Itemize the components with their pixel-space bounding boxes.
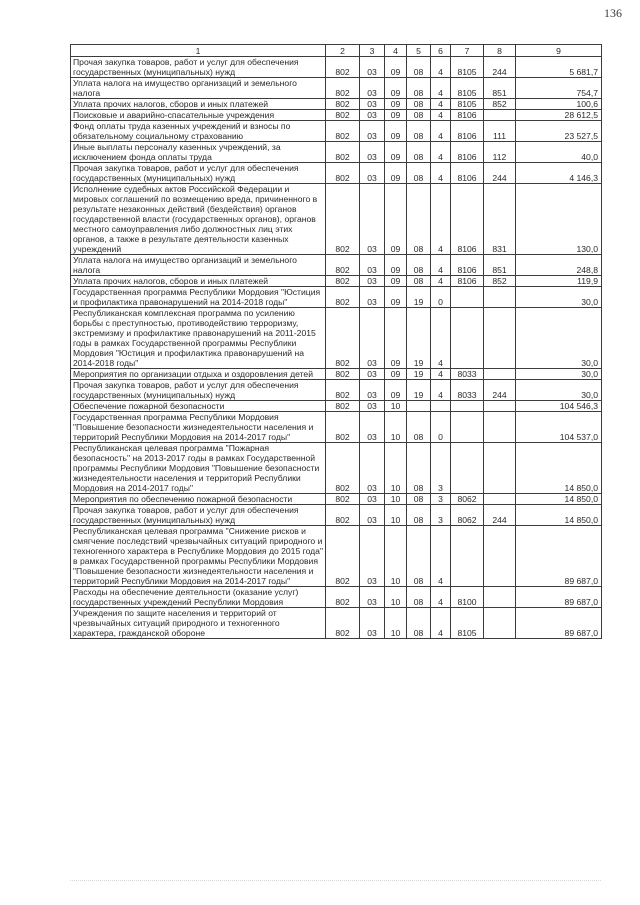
row-value-cell-9: 30,0 — [516, 287, 602, 308]
table-row — [71, 412, 602, 443]
row-value-cell-9: 40,0 — [516, 142, 602, 163]
row-value-cell-2: 802 — [326, 110, 360, 121]
row-value-cell-4: 10 — [385, 587, 407, 608]
header-cell-4: 4 — [385, 45, 407, 57]
row-value-cell-7: 8106 — [451, 121, 484, 142]
row-value-cell-3: 03 — [360, 255, 385, 276]
row-value-cell-8 — [484, 443, 516, 494]
row-value-cell-4: 09 — [385, 184, 407, 255]
row-value-cell-5: 08 — [407, 142, 431, 163]
row-value-cell-5: 19 — [407, 380, 431, 401]
row-name-cell: Прочая закупка товаров, работ и услуг для обеспечения государственных (муниципальных) нужд — [71, 505, 326, 526]
row-value-cell-8 — [484, 412, 516, 443]
row-value-cell-2: 802 — [326, 99, 360, 110]
row-value-cell-7 — [451, 443, 484, 494]
row-value-cell-7: 8062 — [451, 505, 484, 526]
row-value-cell-3: 03 — [360, 99, 385, 110]
row-value-cell-3: 03 — [360, 369, 385, 380]
header-row — [71, 45, 602, 57]
table-row — [71, 608, 602, 639]
row-value-cell-4: 09 — [385, 142, 407, 163]
row-value-cell-6: 4 — [431, 308, 451, 369]
table-row — [71, 443, 602, 494]
row-value-cell-9: 89 687,0 — [516, 526, 602, 587]
row-name-cell: Прочая закупка товаров, работ и услуг для обеспечения государственных (муниципальных) нужд — [71, 380, 326, 401]
row-value-cell-9: 14 850,0 — [516, 443, 602, 494]
row-value-cell-8 — [484, 587, 516, 608]
row-value-cell-5: 19 — [407, 369, 431, 380]
row-value-cell-2: 802 — [326, 308, 360, 369]
scan-artifact-line — [70, 880, 601, 882]
row-value-cell-3: 03 — [360, 494, 385, 505]
row-value-cell-5: 08 — [407, 608, 431, 639]
row-value-cell-9: 14 850,0 — [516, 505, 602, 526]
row-value-cell-8 — [484, 608, 516, 639]
row-value-cell-4: 10 — [385, 443, 407, 494]
row-value-cell-3: 03 — [360, 587, 385, 608]
row-value-cell-6: 4 — [431, 276, 451, 287]
row-value-cell-6: 4 — [431, 99, 451, 110]
row-value-cell-6: 4 — [431, 78, 451, 99]
row-name-cell: Мероприятия по обеспечению пожарной безопасности — [71, 494, 326, 505]
row-value-cell-4: 09 — [385, 308, 407, 369]
row-value-cell-8 — [484, 308, 516, 369]
row-value-cell-3: 03 — [360, 142, 385, 163]
row-value-cell-7: 8033 — [451, 369, 484, 380]
header-cell-6: 6 — [431, 45, 451, 57]
row-value-cell-9: 4 146,3 — [516, 163, 602, 184]
row-value-cell-5: 08 — [407, 110, 431, 121]
row-value-cell-4: 10 — [385, 526, 407, 587]
row-value-cell-6: 4 — [431, 163, 451, 184]
row-value-cell-3: 03 — [360, 401, 385, 412]
row-value-cell-2: 802 — [326, 369, 360, 380]
table-row — [71, 308, 602, 369]
row-value-cell-3: 03 — [360, 121, 385, 142]
table-row — [71, 276, 602, 287]
row-name-cell: Уплата налога на имущество организаций и земельного налога — [71, 255, 326, 276]
row-value-cell-2: 802 — [326, 184, 360, 255]
row-value-cell-9: 130,0 — [516, 184, 602, 255]
row-value-cell-4: 10 — [385, 412, 407, 443]
row-value-cell-2: 802 — [326, 587, 360, 608]
row-value-cell-8: 831 — [484, 184, 516, 255]
row-value-cell-2: 802 — [326, 276, 360, 287]
row-value-cell-9: 30,0 — [516, 380, 602, 401]
row-value-cell-9: 248,8 — [516, 255, 602, 276]
table-row — [71, 287, 602, 308]
row-value-cell-3: 03 — [360, 608, 385, 639]
header-cell-8: 8 — [484, 45, 516, 57]
row-value-cell-8: 244 — [484, 57, 516, 78]
row-value-cell-8: 852 — [484, 99, 516, 110]
table-row — [71, 369, 602, 380]
row-value-cell-9: 14 850,0 — [516, 494, 602, 505]
row-value-cell-2: 802 — [326, 142, 360, 163]
row-value-cell-4: 09 — [385, 287, 407, 308]
budget-table — [70, 44, 602, 639]
row-name-cell: Прочая закупка товаров, работ и услуг для обеспечения государственных (муниципальных) нужд — [71, 163, 326, 184]
row-value-cell-9: 104 537,0 — [516, 412, 602, 443]
table-row — [71, 505, 602, 526]
row-value-cell-6: 0 — [431, 287, 451, 308]
row-name-cell: Республиканская комплексная программа по усилению борьбы с преступностью, противодействию терроризму, экстремизму и профилактике правонарушений на 2011-2015 годы в рамках Государственной программы Республики Мордовия "Юстиция и профилактика правонарушений на 2014-2018 годы" — [71, 308, 326, 369]
row-value-cell-9: 754,7 — [516, 78, 602, 99]
row-value-cell-8: 112 — [484, 142, 516, 163]
row-value-cell-3: 03 — [360, 287, 385, 308]
table-row — [71, 494, 602, 505]
row-value-cell-2: 802 — [326, 608, 360, 639]
row-value-cell-8: 851 — [484, 255, 516, 276]
row-value-cell-4: 10 — [385, 505, 407, 526]
row-value-cell-8 — [484, 494, 516, 505]
row-name-cell: Исполнение судебных актов Российской Федерации и мировых соглашений по возмещению вреда, причиненного в результате незаконных действий (бездействия) органов государственной власти (государственных органов), органов местного самоуправления либо должностных лиц этих органов, а также в результате деятельности казенных учреждений — [71, 184, 326, 255]
row-value-cell-2: 802 — [326, 121, 360, 142]
header-cell-7: 7 — [451, 45, 484, 57]
row-value-cell-7 — [451, 308, 484, 369]
row-value-cell-9: 104 546,3 — [516, 401, 602, 412]
row-value-cell-8: 111 — [484, 121, 516, 142]
header-cell-2: 2 — [326, 45, 360, 57]
row-value-cell-5: 08 — [407, 505, 431, 526]
table-row — [71, 380, 602, 401]
row-value-cell-2: 802 — [326, 443, 360, 494]
row-value-cell-3: 03 — [360, 443, 385, 494]
row-value-cell-6: 4 — [431, 526, 451, 587]
row-value-cell-3: 03 — [360, 276, 385, 287]
row-value-cell-2: 802 — [326, 380, 360, 401]
row-value-cell-9: 30,0 — [516, 369, 602, 380]
row-value-cell-9: 89 687,0 — [516, 587, 602, 608]
row-value-cell-2: 802 — [326, 57, 360, 78]
row-value-cell-9: 30,0 — [516, 308, 602, 369]
row-value-cell-7: 8105 — [451, 99, 484, 110]
table-row — [71, 526, 602, 587]
row-value-cell-9: 119,9 — [516, 276, 602, 287]
row-name-cell: Поисковые и аварийно-спасательные учреждения — [71, 110, 326, 121]
row-value-cell-5: 08 — [407, 443, 431, 494]
row-value-cell-5: 08 — [407, 121, 431, 142]
row-value-cell-8 — [484, 526, 516, 587]
row-name-cell: Мероприятия по организации отдыха и оздоровления детей — [71, 369, 326, 380]
header-cell-9: 9 — [516, 45, 602, 57]
row-value-cell-9: 23 527,5 — [516, 121, 602, 142]
row-value-cell-5: 08 — [407, 255, 431, 276]
row-value-cell-8 — [484, 110, 516, 121]
row-value-cell-5 — [407, 401, 431, 412]
row-name-cell: Уплата прочих налогов, сборов и иных платежей — [71, 276, 326, 287]
row-value-cell-5: 19 — [407, 308, 431, 369]
row-value-cell-9: 89 687,0 — [516, 608, 602, 639]
row-name-cell: Иные выплаты персоналу казенных учреждений, за исключением фонда оплаты труда — [71, 142, 326, 163]
row-value-cell-8: 244 — [484, 505, 516, 526]
row-value-cell-5: 08 — [407, 78, 431, 99]
row-value-cell-8 — [484, 401, 516, 412]
page-number: 136 — [604, 6, 622, 20]
row-value-cell-7: 8105 — [451, 57, 484, 78]
row-name-cell: Государственная программа Республики Мордовия "Юстиция и профилактика правонарушений на 2014-2018 годы" — [71, 287, 326, 308]
row-value-cell-4: 09 — [385, 163, 407, 184]
row-name-cell: Республиканская целевая программа "Пожарная безопасность" на 2013-2017 годы в рамках Государственной программы Республики Мордовия "Повышение безопасности жизнедеятельности населения и территорий Республики Мордовия на 2014-2017 годы" — [71, 443, 326, 494]
row-value-cell-5: 08 — [407, 526, 431, 587]
row-value-cell-7: 8033 — [451, 380, 484, 401]
row-value-cell-6: 3 — [431, 505, 451, 526]
table-row — [71, 401, 602, 412]
table-row — [71, 110, 602, 121]
table-row — [71, 184, 602, 255]
table-row — [71, 99, 602, 110]
row-value-cell-2: 802 — [326, 526, 360, 587]
row-value-cell-2: 802 — [326, 412, 360, 443]
row-value-cell-4: 10 — [385, 401, 407, 412]
row-name-cell: Государственная программа Республики Мордовия "Повышение безопасности жизнедеятельности населения и территорий Республики Мордовия на 2014-2017 годы" — [71, 412, 326, 443]
row-value-cell-3: 03 — [360, 110, 385, 121]
row-value-cell-7 — [451, 526, 484, 587]
row-value-cell-4: 09 — [385, 369, 407, 380]
row-value-cell-3: 03 — [360, 505, 385, 526]
row-value-cell-7: 8106 — [451, 255, 484, 276]
row-value-cell-3: 03 — [360, 308, 385, 369]
row-value-cell-6: 4 — [431, 380, 451, 401]
row-value-cell-4: 09 — [385, 121, 407, 142]
header-cell-5: 5 — [407, 45, 431, 57]
row-value-cell-5: 08 — [407, 99, 431, 110]
row-value-cell-2: 802 — [326, 401, 360, 412]
row-value-cell-3: 03 — [360, 57, 385, 78]
row-value-cell-6: 3 — [431, 443, 451, 494]
table-body — [71, 57, 602, 639]
row-value-cell-2: 802 — [326, 287, 360, 308]
row-value-cell-7: 8106 — [451, 163, 484, 184]
row-value-cell-4: 09 — [385, 57, 407, 78]
row-value-cell-8 — [484, 287, 516, 308]
row-value-cell-7: 8106 — [451, 142, 484, 163]
row-value-cell-4: 09 — [385, 276, 407, 287]
row-name-cell: Расходы на обеспечение деятельности (оказание услуг) государственных учреждений Республики Мордовия — [71, 587, 326, 608]
table-row — [71, 255, 602, 276]
row-value-cell-5: 08 — [407, 412, 431, 443]
row-value-cell-5: 19 — [407, 287, 431, 308]
row-value-cell-2: 802 — [326, 255, 360, 276]
row-value-cell-3: 03 — [360, 184, 385, 255]
table-row — [71, 121, 602, 142]
row-value-cell-8: 852 — [484, 276, 516, 287]
row-value-cell-2: 802 — [326, 163, 360, 184]
row-value-cell-6: 4 — [431, 121, 451, 142]
row-value-cell-6: 4 — [431, 608, 451, 639]
table-row — [71, 57, 602, 78]
row-value-cell-4: 09 — [385, 380, 407, 401]
row-value-cell-3: 03 — [360, 526, 385, 587]
row-value-cell-5: 08 — [407, 587, 431, 608]
row-value-cell-8: 244 — [484, 163, 516, 184]
row-value-cell-3: 03 — [360, 163, 385, 184]
row-value-cell-7: 8105 — [451, 78, 484, 99]
table-row — [71, 163, 602, 184]
row-value-cell-6: 4 — [431, 184, 451, 255]
header-cell-1: 1 — [71, 45, 326, 57]
row-value-cell-7 — [451, 401, 484, 412]
row-value-cell-6: 4 — [431, 142, 451, 163]
row-name-cell: Уплата налога на имущество организаций и земельного налога — [71, 78, 326, 99]
row-value-cell-4: 09 — [385, 255, 407, 276]
row-value-cell-3: 03 — [360, 412, 385, 443]
row-value-cell-6: 4 — [431, 255, 451, 276]
row-value-cell-9: 100,6 — [516, 99, 602, 110]
row-value-cell-5: 08 — [407, 163, 431, 184]
row-value-cell-2: 802 — [326, 505, 360, 526]
row-value-cell-6 — [431, 401, 451, 412]
row-name-cell: Учреждения по защите населения и территорий от чрезвычайных ситуаций природного и техногенного характера, гражданской обороне — [71, 608, 326, 639]
row-value-cell-5: 08 — [407, 57, 431, 78]
row-value-cell-6: 4 — [431, 587, 451, 608]
row-value-cell-4: 09 — [385, 99, 407, 110]
row-name-cell: Уплата прочих налогов, сборов и иных платежей — [71, 99, 326, 110]
row-value-cell-4: 09 — [385, 78, 407, 99]
row-value-cell-8 — [484, 369, 516, 380]
row-value-cell-6: 4 — [431, 110, 451, 121]
row-value-cell-7: 8106 — [451, 110, 484, 121]
row-value-cell-7: 8062 — [451, 494, 484, 505]
row-value-cell-2: 802 — [326, 494, 360, 505]
row-value-cell-5: 08 — [407, 184, 431, 255]
row-value-cell-7: 8106 — [451, 276, 484, 287]
row-value-cell-7: 8100 — [451, 587, 484, 608]
row-value-cell-8: 851 — [484, 78, 516, 99]
row-name-cell: Республиканская целевая программа "Снижение рисков и смягчение последствий чрезвычайных ситуаций природного и техногенного характера в Республике Мордовия до 2015 года" в рамках Государственной программы Республики Мордовия "Повышение безопасности жизнедеятельности населения и территорий Республики Мордовия на 2014-2017 годы" — [71, 526, 326, 587]
row-value-cell-5: 08 — [407, 494, 431, 505]
row-value-cell-4: 10 — [385, 494, 407, 505]
row-value-cell-5: 08 — [407, 276, 431, 287]
row-name-cell: Обеспечение пожарной безопасности — [71, 401, 326, 412]
row-value-cell-7 — [451, 287, 484, 308]
row-value-cell-7 — [451, 412, 484, 443]
row-value-cell-4: 10 — [385, 608, 407, 639]
row-value-cell-6: 3 — [431, 494, 451, 505]
row-value-cell-6: 4 — [431, 57, 451, 78]
header-cell-3: 3 — [360, 45, 385, 57]
table-row — [71, 78, 602, 99]
row-value-cell-4: 09 — [385, 110, 407, 121]
row-value-cell-7: 8105 — [451, 608, 484, 639]
row-value-cell-8: 244 — [484, 380, 516, 401]
table-row — [71, 142, 602, 163]
row-value-cell-9: 28 612,5 — [516, 110, 602, 121]
row-name-cell: Фонд оплаты труда казенных учреждений и взносы по обязательному социальному страхованию — [71, 121, 326, 142]
table-row — [71, 587, 602, 608]
row-value-cell-3: 03 — [360, 78, 385, 99]
row-value-cell-6: 0 — [431, 412, 451, 443]
row-value-cell-9: 5 681,7 — [516, 57, 602, 78]
row-value-cell-3: 03 — [360, 380, 385, 401]
row-value-cell-6: 4 — [431, 369, 451, 380]
row-value-cell-2: 802 — [326, 78, 360, 99]
row-value-cell-7: 8106 — [451, 184, 484, 255]
row-name-cell: Прочая закупка товаров, работ и услуг для обеспечения государственных (муниципальных) нужд — [71, 57, 326, 78]
